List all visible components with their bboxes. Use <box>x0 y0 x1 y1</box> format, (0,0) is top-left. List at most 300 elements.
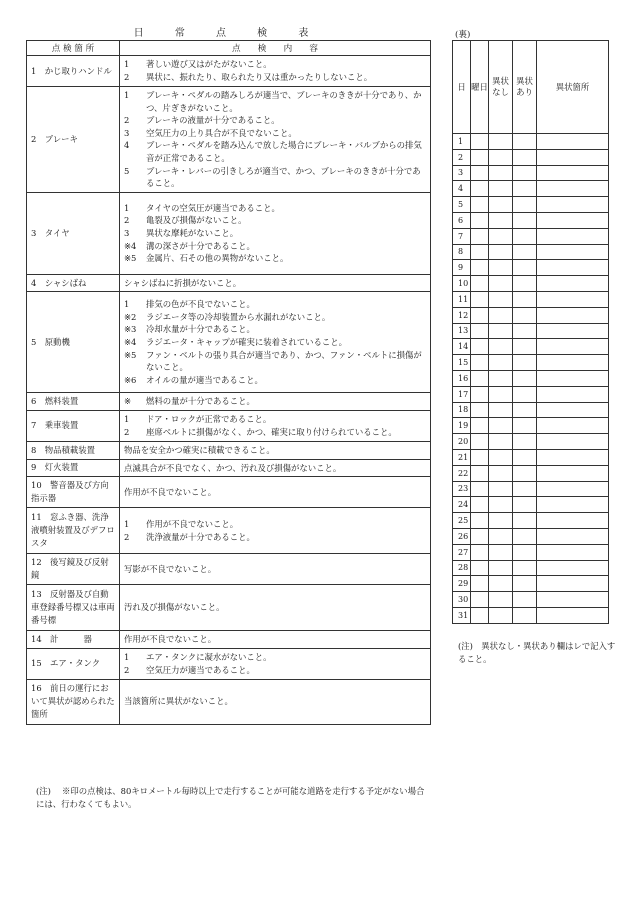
no-abnormality-cell[interactable] <box>489 291 513 307</box>
header-item: 点 検 箇 所 <box>27 41 120 56</box>
day-row <box>453 260 609 276</box>
inspection-content <box>120 56 431 87</box>
abnormal-location-cell[interactable] <box>537 592 609 608</box>
inspection-item: 14 計 器 <box>27 631 120 649</box>
day-number: 22 <box>453 465 471 481</box>
header-abnormality: 異状あり <box>513 41 537 134</box>
no-abnormality-cell[interactable] <box>489 497 513 513</box>
weekday-cell[interactable] <box>471 228 489 244</box>
line-number: ※3 <box>124 324 137 335</box>
no-abnormality-cell[interactable] <box>489 434 513 450</box>
abnormal-location-cell[interactable] <box>537 434 609 450</box>
weekday-cell[interactable] <box>471 607 489 623</box>
line-text: 燃料の量が十分であること。 <box>146 396 255 407</box>
inspection-item: 11 窓ふき器、洗浄液噴射装置及びデフロスタ <box>27 508 120 554</box>
line-number: ※5 <box>124 253 137 264</box>
footnote-text: ※印の点検は、80キロメートル毎時以上で走行することが可能な道路を走行する予定がない場合には、行わなくてもよい。 <box>36 786 425 809</box>
day-row <box>453 339 609 355</box>
weekday-cell[interactable] <box>471 165 489 181</box>
line-text: 空気圧力の上り具合が不良でないこと。 <box>146 127 297 138</box>
line-text: 著しい遊び又はがたがないこと。 <box>146 59 272 70</box>
table-row <box>27 56 431 87</box>
abnormal-location-cell[interactable] <box>537 607 609 623</box>
no-abnormality-cell[interactable] <box>489 607 513 623</box>
weekday-cell[interactable] <box>471 197 489 213</box>
day-number: 25 <box>453 513 471 529</box>
abnormality-cell[interactable] <box>513 181 537 197</box>
content-line <box>124 563 426 576</box>
header-weekday: 曜日 <box>471 41 489 134</box>
inspection-item: 1 かじ取りハンドル <box>27 56 120 87</box>
abnormality-cell[interactable] <box>513 497 537 513</box>
content-line <box>124 633 426 646</box>
inspection-item: 15 エア・タンク <box>27 648 120 679</box>
day-row <box>453 544 609 560</box>
reverse-note: (注) 異状なし・異状あり欄はレで記入すること。 <box>458 641 616 664</box>
inspection-item: 4 シャシばね <box>27 274 120 292</box>
table-row <box>27 192 431 274</box>
inspection-item: 7 乗車装置 <box>27 410 120 441</box>
day-row <box>453 607 609 623</box>
abnormal-location-cell[interactable] <box>537 386 609 402</box>
no-abnormality-cell[interactable] <box>489 244 513 260</box>
weekday-cell[interactable] <box>471 307 489 323</box>
day-number: 20 <box>453 434 471 450</box>
line-text: タイヤの空気圧が適当であること。 <box>146 202 280 213</box>
no-abnormality-cell[interactable] <box>489 418 513 434</box>
no-abnormality-cell[interactable] <box>489 323 513 339</box>
abnormal-location-cell[interactable] <box>537 307 609 323</box>
inspection-content <box>120 554 431 585</box>
day-row <box>453 497 609 513</box>
day-row <box>453 244 609 260</box>
day-number: 30 <box>453 592 471 608</box>
day-number: 13 <box>453 323 471 339</box>
table-row <box>27 508 431 554</box>
day-row <box>453 402 609 418</box>
content-line <box>124 202 426 215</box>
day-number: 4 <box>453 181 471 197</box>
abnormal-location-cell[interactable] <box>537 528 609 544</box>
weekday-cell[interactable] <box>471 465 489 481</box>
table-row <box>27 87 431 193</box>
day-row <box>453 149 609 165</box>
abnormality-cell[interactable] <box>513 386 537 402</box>
inspection-item: 9 灯火装置 <box>27 459 120 477</box>
no-abnormality-cell[interactable] <box>489 402 513 418</box>
weekday-cell[interactable] <box>471 576 489 592</box>
inspection-content <box>120 441 431 459</box>
line-number: 1 <box>124 652 130 663</box>
table-row <box>27 648 431 679</box>
day-row <box>453 449 609 465</box>
abnormality-cell[interactable] <box>513 544 537 560</box>
inspection-item: 8 物品積載装置 <box>27 441 120 459</box>
content-line <box>124 311 426 324</box>
table-row <box>27 477 431 508</box>
no-abnormality-cell[interactable] <box>489 197 513 213</box>
weekday-cell[interactable] <box>471 149 489 165</box>
day-number: 17 <box>453 386 471 402</box>
abnormal-location-cell[interactable] <box>537 465 609 481</box>
day-number: 31 <box>453 607 471 623</box>
abnormality-cell[interactable] <box>513 592 537 608</box>
abnormality-cell[interactable] <box>513 607 537 623</box>
content-line <box>124 71 426 84</box>
content-line <box>124 127 426 140</box>
weekday-cell[interactable] <box>471 276 489 292</box>
table-row <box>27 459 431 477</box>
no-abnormality-cell[interactable] <box>489 212 513 228</box>
abnormal-location-cell[interactable] <box>537 449 609 465</box>
weekday-cell[interactable] <box>471 260 489 276</box>
day-row <box>453 418 609 434</box>
day-row <box>453 481 609 497</box>
no-abnormality-cell[interactable] <box>489 465 513 481</box>
table-row <box>27 393 431 411</box>
weekday-cell[interactable] <box>471 355 489 371</box>
content-line <box>124 298 426 311</box>
abnormality-cell[interactable] <box>513 418 537 434</box>
abnormality-cell[interactable] <box>513 197 537 213</box>
inspection-content <box>120 274 431 292</box>
no-abnormality-cell[interactable] <box>489 481 513 497</box>
line-number: 3 <box>124 127 130 138</box>
table-row <box>27 292 431 393</box>
content-line <box>124 664 426 677</box>
no-abnormality-cell[interactable] <box>489 544 513 560</box>
inspection-content <box>120 292 431 393</box>
day-row <box>453 134 609 150</box>
inspection-content <box>120 508 431 554</box>
content-line <box>124 413 426 426</box>
content-line <box>124 139 426 164</box>
day-number: 16 <box>453 370 471 386</box>
weekday-cell[interactable] <box>471 402 489 418</box>
line-text: 当該箇所に異状がないこと。 <box>124 696 233 707</box>
table-row <box>27 410 431 441</box>
inspection-content <box>120 459 431 477</box>
weekday-cell[interactable] <box>471 339 489 355</box>
header-content: 点 検 内 容 <box>120 41 431 56</box>
abnormality-cell[interactable] <box>513 402 537 418</box>
inspection-content <box>120 631 431 649</box>
day-number: 12 <box>453 307 471 323</box>
content-line <box>124 89 426 114</box>
inspection-content <box>120 477 431 508</box>
line-text: ファン・ベルトの張り具合が適当であり、かつ、ファン・ベルトに損傷がないこと。 <box>146 349 422 373</box>
content-line <box>124 214 426 227</box>
day-row <box>453 528 609 544</box>
abnormal-location-cell[interactable] <box>537 418 609 434</box>
weekday-cell[interactable] <box>471 560 489 576</box>
line-text: ブレーキ・ペダルを踏み込んで放した場合にブレーキ・バルブからの排気音が正常であること。 <box>146 140 422 163</box>
content-line <box>124 58 426 71</box>
header-abnormal-location: 異状箇所 <box>537 41 609 134</box>
weekday-cell[interactable] <box>471 434 489 450</box>
line-text: 洗浄液量が十分であること。 <box>146 531 255 542</box>
day-number: 18 <box>453 402 471 418</box>
abnormality-cell[interactable] <box>513 449 537 465</box>
day-row <box>453 197 609 213</box>
line-text: ドア・ロックが正常であること。 <box>146 414 272 425</box>
abnormality-cell[interactable] <box>513 212 537 228</box>
day-row <box>453 276 609 292</box>
abnormality-cell[interactable] <box>513 513 537 529</box>
no-abnormality-cell[interactable] <box>489 165 513 181</box>
day-row <box>453 592 609 608</box>
abnormal-location-cell[interactable] <box>537 181 609 197</box>
weekday-cell[interactable] <box>471 181 489 197</box>
abnormality-cell[interactable] <box>513 481 537 497</box>
content-line <box>124 444 426 457</box>
no-abnormality-cell[interactable] <box>489 592 513 608</box>
inspection-content <box>120 87 431 193</box>
reverse-title: (裏) <box>455 30 471 40</box>
no-abnormality-cell[interactable] <box>489 528 513 544</box>
weekday-cell[interactable] <box>471 513 489 529</box>
no-abnormality-cell[interactable] <box>489 355 513 371</box>
content-line <box>124 114 426 127</box>
day-number: 5 <box>453 197 471 213</box>
day-number: 9 <box>453 260 471 276</box>
no-abnormality-cell[interactable] <box>489 307 513 323</box>
weekday-cell[interactable] <box>471 386 489 402</box>
inspection-item: 2 ブレーキ <box>27 87 120 193</box>
weekday-cell[interactable] <box>471 291 489 307</box>
line-number: 1 <box>124 519 130 530</box>
line-text: シャシばねに折損がないこと。 <box>124 277 242 288</box>
abnormal-location-cell[interactable] <box>537 165 609 181</box>
content-line <box>124 349 426 374</box>
content-line <box>124 240 426 253</box>
abnormal-location-cell[interactable] <box>537 513 609 529</box>
line-number: 1 <box>124 202 130 213</box>
abnormality-cell[interactable] <box>513 244 537 260</box>
no-abnormality-cell[interactable] <box>489 260 513 276</box>
inspection-content <box>120 410 431 441</box>
content-line <box>124 336 426 349</box>
abnormality-cell[interactable] <box>513 149 537 165</box>
line-text: 異状な摩耗がないこと。 <box>146 227 239 238</box>
inspection-content <box>120 192 431 274</box>
day-row <box>453 181 609 197</box>
abnormal-location-cell[interactable] <box>537 544 609 560</box>
line-text: 汚れ及び損傷がないこと。 <box>124 602 225 613</box>
no-abnormality-cell[interactable] <box>489 149 513 165</box>
inspection-item: 10 警音器及び方向指示器 <box>27 477 120 508</box>
line-number: 2 <box>124 531 130 542</box>
abnormal-location-cell[interactable] <box>537 228 609 244</box>
content-line <box>124 462 426 475</box>
abnormal-location-cell[interactable] <box>537 149 609 165</box>
day-row <box>453 323 609 339</box>
no-abnormality-cell[interactable] <box>489 560 513 576</box>
abnormality-cell[interactable] <box>513 323 537 339</box>
line-text: ラジエータ等の冷却装置から水漏れがないこと。 <box>146 311 331 322</box>
line-number: 4 <box>124 140 130 151</box>
day-number: 2 <box>453 149 471 165</box>
line-text: ブレーキ・ペダルの踏みしろが適当で、ブレーキのききが十分であり、かつ、片ぎきがないこと。 <box>146 90 422 113</box>
abnormal-location-cell[interactable] <box>537 402 609 418</box>
no-abnormality-cell[interactable] <box>489 134 513 150</box>
weekday-cell[interactable] <box>471 244 489 260</box>
weekday-cell[interactable] <box>471 592 489 608</box>
abnormal-location-cell[interactable] <box>537 370 609 386</box>
line-number: 1 <box>124 414 130 425</box>
line-number: 1 <box>124 59 130 70</box>
abnormality-cell[interactable] <box>513 276 537 292</box>
abnormality-cell[interactable] <box>513 228 537 244</box>
day-number: 24 <box>453 497 471 513</box>
abnormal-location-cell[interactable] <box>537 355 609 371</box>
line-number: ※4 <box>124 337 137 348</box>
abnormality-cell[interactable] <box>513 355 537 371</box>
line-number: ※4 <box>124 240 137 251</box>
table-row <box>27 274 431 292</box>
abnormal-location-cell[interactable] <box>537 339 609 355</box>
line-text: 座席ベルトに損傷がなく、かつ、確実に取り付けられていること。 <box>146 426 397 437</box>
line-number: 2 <box>124 426 130 437</box>
content-line <box>124 227 426 240</box>
day-number: 6 <box>453 212 471 228</box>
table-row <box>27 679 431 724</box>
inspection-item: 16 前日の運行において異状が認められた箇所 <box>27 679 120 724</box>
day-row <box>453 513 609 529</box>
abnormal-location-cell[interactable] <box>537 323 609 339</box>
abnormality-cell[interactable] <box>513 339 537 355</box>
no-abnormality-cell[interactable] <box>489 370 513 386</box>
abnormality-cell[interactable] <box>513 370 537 386</box>
no-abnormality-cell[interactable] <box>489 228 513 244</box>
weekday-cell[interactable] <box>471 481 489 497</box>
content-line <box>124 486 426 499</box>
no-abnormality-cell[interactable] <box>489 181 513 197</box>
inspection-item: 5 原動機 <box>27 292 120 393</box>
weekday-cell[interactable] <box>471 134 489 150</box>
no-abnormality-cell[interactable] <box>489 513 513 529</box>
abnormal-location-cell[interactable] <box>537 260 609 276</box>
abnormal-location-cell[interactable] <box>537 276 609 292</box>
line-number: 2 <box>124 115 130 126</box>
inspection-item: 3 タイヤ <box>27 192 120 274</box>
no-abnormality-cell[interactable] <box>489 339 513 355</box>
abnormality-cell[interactable] <box>513 291 537 307</box>
content-line <box>124 651 426 664</box>
abnormal-location-cell[interactable] <box>537 291 609 307</box>
line-number: 2 <box>124 72 130 82</box>
line-number: ※ <box>124 396 132 407</box>
abnormal-location-cell[interactable] <box>537 576 609 592</box>
content-line <box>124 374 426 387</box>
day-row <box>453 307 609 323</box>
line-number: 2 <box>124 664 130 675</box>
weekday-cell[interactable] <box>471 418 489 434</box>
no-abnormality-cell[interactable] <box>489 276 513 292</box>
day-row <box>453 355 609 371</box>
abnormality-cell[interactable] <box>513 528 537 544</box>
content-line <box>124 426 426 439</box>
no-abnormality-cell[interactable] <box>489 449 513 465</box>
line-number: 1 <box>124 299 130 310</box>
abnormal-location-cell[interactable] <box>537 212 609 228</box>
footnote-label: (注) <box>36 786 51 796</box>
abnormality-cell[interactable] <box>513 576 537 592</box>
line-text: ブレーキ・レバーの引きしろが適当で、かつ、ブレーキのききが十分であること。 <box>146 165 421 189</box>
no-abnormality-cell[interactable] <box>489 386 513 402</box>
inspection-table <box>26 40 431 725</box>
day-number: 28 <box>453 560 471 576</box>
content-line <box>124 252 426 265</box>
line-number: ※2 <box>124 311 137 322</box>
content-line <box>124 277 426 290</box>
day-number: 19 <box>453 418 471 434</box>
abnormality-cell[interactable] <box>513 260 537 276</box>
day-number: 11 <box>453 291 471 307</box>
day-number: 8 <box>453 244 471 260</box>
weekday-cell[interactable] <box>471 449 489 465</box>
abnormality-cell[interactable] <box>513 165 537 181</box>
line-text: 空気圧力が適当であること。 <box>146 664 255 675</box>
abnormal-location-cell[interactable] <box>537 197 609 213</box>
abnormality-cell[interactable] <box>513 434 537 450</box>
line-text: オイルの量が適当であること。 <box>146 374 263 385</box>
abnormal-location-cell[interactable] <box>537 244 609 260</box>
day-row <box>453 228 609 244</box>
day-number: 7 <box>453 228 471 244</box>
day-row <box>453 165 609 181</box>
abnormality-cell[interactable] <box>513 560 537 576</box>
table-row <box>27 441 431 459</box>
daily-record-table <box>452 40 609 624</box>
weekday-cell[interactable] <box>471 544 489 560</box>
abnormal-location-cell[interactable] <box>537 481 609 497</box>
no-abnormality-cell[interactable] <box>489 576 513 592</box>
line-number: 2 <box>124 215 130 226</box>
line-text: 作用が不良でないこと。 <box>124 486 217 497</box>
day-row <box>453 291 609 307</box>
line-number: 1 <box>124 90 130 100</box>
line-text: 点滅具合が不良でなく、かつ、汚れ及び損傷がないこと。 <box>124 462 342 473</box>
weekday-cell[interactable] <box>471 212 489 228</box>
abnormality-cell[interactable] <box>513 307 537 323</box>
abnormal-location-cell[interactable] <box>537 560 609 576</box>
abnormality-cell[interactable] <box>513 134 537 150</box>
line-text: 物品を安全かつ確実に積載できること。 <box>124 444 275 455</box>
abnormality-cell[interactable] <box>513 465 537 481</box>
line-text: エア・タンクに凝水がないこと。 <box>146 652 272 663</box>
day-number: 21 <box>453 449 471 465</box>
inspection-content <box>120 648 431 679</box>
content-line <box>124 323 426 336</box>
line-text: 排気の色が不良でないこと。 <box>146 299 255 310</box>
weekday-cell[interactable] <box>471 323 489 339</box>
footnote <box>36 785 431 811</box>
weekday-cell[interactable] <box>471 370 489 386</box>
line-text: 溝の深さが十分であること。 <box>146 240 255 251</box>
weekday-cell[interactable] <box>471 528 489 544</box>
day-number: 10 <box>453 276 471 292</box>
line-text: 異状に、振れたり、取られたり又は重かったりしないこと。 <box>146 72 373 82</box>
inspection-content <box>120 393 431 411</box>
abnormal-location-cell[interactable] <box>537 134 609 150</box>
line-text: 亀裂及び損傷がないこと。 <box>146 215 247 226</box>
weekday-cell[interactable] <box>471 497 489 513</box>
content-line <box>124 695 426 708</box>
line-number: 3 <box>124 227 130 238</box>
abnormal-location-cell[interactable] <box>537 497 609 513</box>
inspection-content <box>120 679 431 724</box>
